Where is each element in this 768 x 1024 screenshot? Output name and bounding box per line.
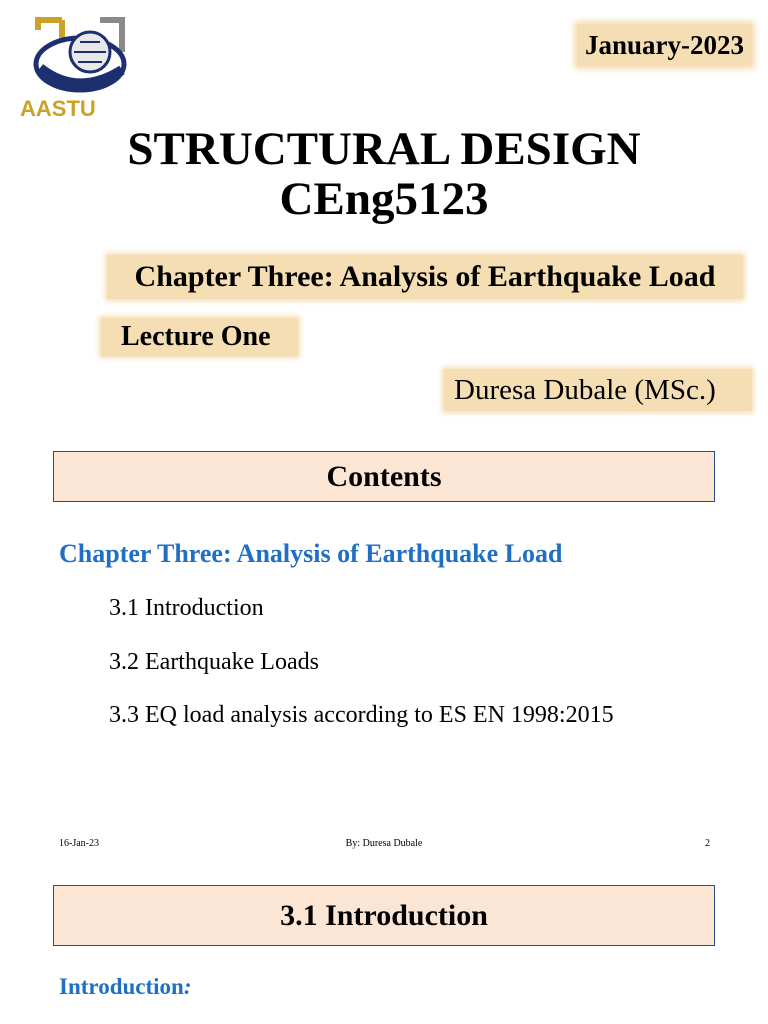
contents-chapter-title: Chapter Three: Analysis of Earthquake Load: [59, 539, 563, 568]
toc-item: 3.3 EQ load analysis according to ES EN 1998:2015: [109, 702, 614, 728]
aastu-logo: [18, 12, 144, 120]
footer-page-number: 2: [705, 838, 710, 849]
chapter-banner: Chapter Three: Analysis of Earthquake Load: [107, 255, 743, 299]
toc-item: 3.1 Introduction: [109, 595, 264, 621]
author-name: Duresa Dubale (MSc.): [444, 369, 752, 411]
section-subheading: [59, 971, 192, 1003]
subheading-text: Introduction: [59, 974, 184, 999]
title-line-2: CEng5123: [279, 173, 489, 225]
logo-wordmark: AASTU: [20, 96, 96, 120]
footer-author: By: Duresa Dubale: [345, 838, 423, 849]
subheading-colon: :: [183, 974, 192, 999]
date-badge: January-2023: [577, 24, 752, 66]
lecture-label: Lecture One: [101, 318, 298, 356]
contents-heading: Contents: [53, 451, 715, 502]
page-title: [0, 124, 768, 224]
toc-item: 3.2 Earthquake Loads: [109, 649, 319, 675]
footer-date: 16-Jan-23: [59, 838, 99, 849]
section-heading: 3.1 Introduction: [53, 885, 715, 946]
title-line-1: STRUCTURAL DESIGN: [127, 123, 641, 175]
